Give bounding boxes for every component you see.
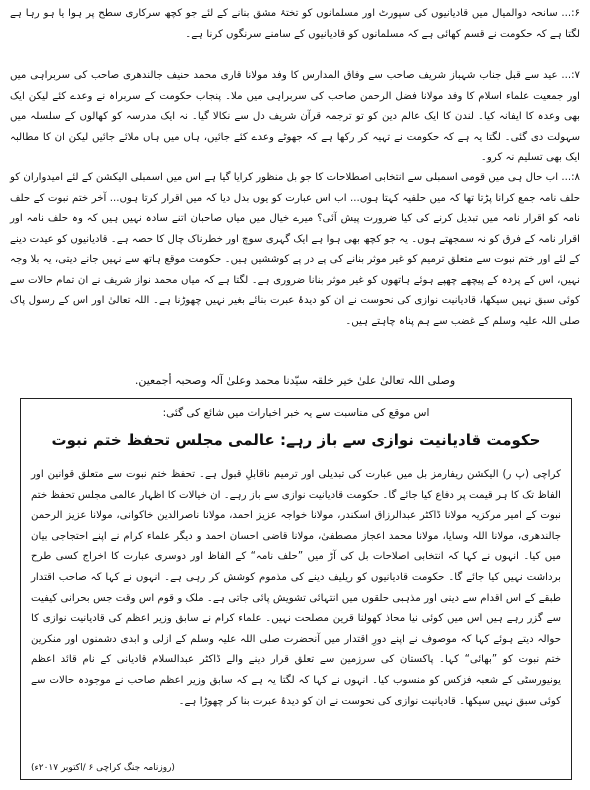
news-box — [20, 398, 572, 780]
closing-salutation: وصلی اللہ تعالیٰ علیٰ خیر خلقہ سیّدنا محمد وعلیٰ آلہ وصحبہ أجمعین. — [134, 374, 456, 387]
paragraph-8: ۸:... اب حال ہی میں قومی اسمبلی سے انتخابی اصطلاحات کا جو بل منظور کرایا گیا ہے اس میں اسمبلی الیکشن کے لئے امیدواران کو حلف نامہ جمع کرانا پڑتا تھا کہ میں حلفیہ کہتا ہوں... اب اس عبارت کو یوں بدل دیا کہ میں اقرار کرتا ہوں... آخر ختم نبوت کے حلف نامہ کو اقرار نامہ میں تبدیل کرنے کی کیا ضرورت پیش آئی؟ میرے خیال میں میاں صاحبان اتنے سادہ نہیں ہیں کہ وہ حلف نامہ اور اقرار نامہ کے فرق کو نہ سمجھتے ہوں۔ یہ جو کچھ بھی ہوا ہے ایک گہری سوچ اور خطرناک چال کا حصہ ہے۔ قادیانیوں کو عیدت دینے کے لئے اور ختم نبوت سے متعلق ترمیم کو غیر موثر بنانے کی پے در پے کوششیں ہیں۔ حکومت موقع ہاتھ سے نہیں جانے دیتی، یہ بلا وجہ نہیں، اس کے پردہ کے پیچھے چھپے ہوئے ہاتھوں کو غیر موثر بنانا ضروری ہے۔ لگتا ہے کہ میاں محمد نواز شریف نے ان تمام حالات سے کوئی سبق نہیں سیکھا، قادیانیت نوازی کی نحوست نے ان کو دیدۂ عبرت بنائے بغیر نہیں چھوڑنا ہے۔ اللہ تعالیٰ اور اس کے رسول پاک صلی اللہ علیہ وسلم کے غضب سے ہم پناہ چاہتے ہیں۔ — [10, 172, 580, 327]
paragraph-6: ۶:... سانحہ دوالمیال میں قادیانیوں کی سپورٹ اور مسلمانوں کو تختۂ مشق بنانے کے لئے جو کچھ سرکاری سطح پر ہوا یا ہو رہا ہے لگتا ہے کہ حکومت نے قسم کھائی ہے کہ مسلمانوں کو قادیانیوں کے سامنے سرنگوں کرنا ہے۔ — [10, 8, 580, 40]
news-box-intro: اس موقع کی مناسبت سے یہ خبر اخبارات میں شائع کی گئی: — [162, 407, 430, 419]
paragraph-7: ۷:... عید سے قبل جناب شہباز شریف صاحب سے وفاق المدارس کا وفد مولانا قاری محمد حنیف جالندھری صاحب کی سربراہی میں اور جمعیت علماء اسلام کا وفد مولانا فضل الرحمن صاحب کی سربراہی میں ملا۔ پنجاب حکومت کے سربراہ نے وعدے کئے لیکن ایک بھی وعدہ کا ایفانہ کیا۔ لندن کا ایک عالم دین کو تو ترجمہ قرآن شریف دل سے نکالا گیا۔ نہ ایک مدرسہ کو کھالوں کے سلسلہ میں سہولت دی گئی۔ لگتا یہ ہے کہ حکومت نے تہیہ کر رکھا ہے کہ جھوٹے وعدے کئے جائیں، ہاں میں ہاں ملائے جائیں لیکن ان کا مطالبہ ایک بھی تسلیم نہ کرو۔ — [10, 70, 580, 163]
news-box-title: حکومت قادیانیت نوازی سے باز رہے: عالمی مجلس تحفظ ختم نبوت — [51, 431, 541, 449]
news-box-body: کراچی (پ ر) الیکشن ریفارمز بل میں عبارت کی تبدیلی اور ترمیم ناقابلِ قبول ہے۔ تحفظ ختم نبوت سے متعلق قوانین اور الفاظ تک کا ہر قیمت پر دفاع کیا جائے گا۔ حکومت قادیانیت نوازی سے باز رہے۔ ان خیالات کا اظہار عالمی مجلس تحفظ ختم نبوت کے امیر مرکزیہ مولانا ڈاکٹر عبدالرزاق اسکندر، مولانا خواجہ عزیز احمد، مولانا ناصرالدین خاکوانی، مولانا عزیز الرحمن جالندھری، مولانا اللہ وسایا، مولانا محمد اعجاز مصطفیٰ، مولانا قاضی احسان احمد و دیگر علماء کرام نے اپنے احتجاجی بیان میں کیا۔ انہوں نے کہا کہ انتخابی اصلاحات بل کی آڑ میں ”حلف نامہ“ کے الفاظ اور دوسری عبارت کا اخراج کسی طرح برداشت نہیں کیا جائے گا۔ حکومت قادیانیوں کو ریلیف دینے کی مذموم کوشش کر رہی ہے۔ انہوں نے کہا کہ صاحب اقتدار طبقے کے اس اقدام سے دینی اور مذہبی حلقوں میں انتہائی تشویش پائی جاتی ہے۔ ملک و قوم اس وقت جس بحرانی کیفیت سے گزر رہے ہیں اس میں کوئی نیا محاذ کھولنا قرین مصلحت نہیں۔ علماء کرام نے سابق وزیر اعظم کی قادیانیت نوازی کا حوالہ دیتے ہوئے کہا کہ موصوف نے اپنے دورِ اقتدار میں آنحضرت صلی اللہ علیہ وسلم کے ازلی و ابدی دشمنوں اور منکرین ختم نبوت کو ”بھائی“ کہا۔ پاکستان کی سرزمین سے تعلق قرار دینے والے ڈاکٹر عبدالسلام قادیانی کے نام قائد اعظم یونیورسٹی کے شعبہ فزکس کو منسوب کیا۔ انہوں نے کہا کہ لگتا یہ ہے کہ سابق وزیر اعظم صاحب نے موجودہ حالات سے کوئی سبق نہیں سیکھا۔ قادیانیت نوازی کی نحوست نے ان کو دیدۂ عبرت بنا کر چھوڑا ہے۔ — [31, 469, 561, 707]
news-source-citation: (روزنامہ جنگ کراچی ۶ /اکتوبر ۲۰۱۷ء) — [31, 763, 175, 773]
